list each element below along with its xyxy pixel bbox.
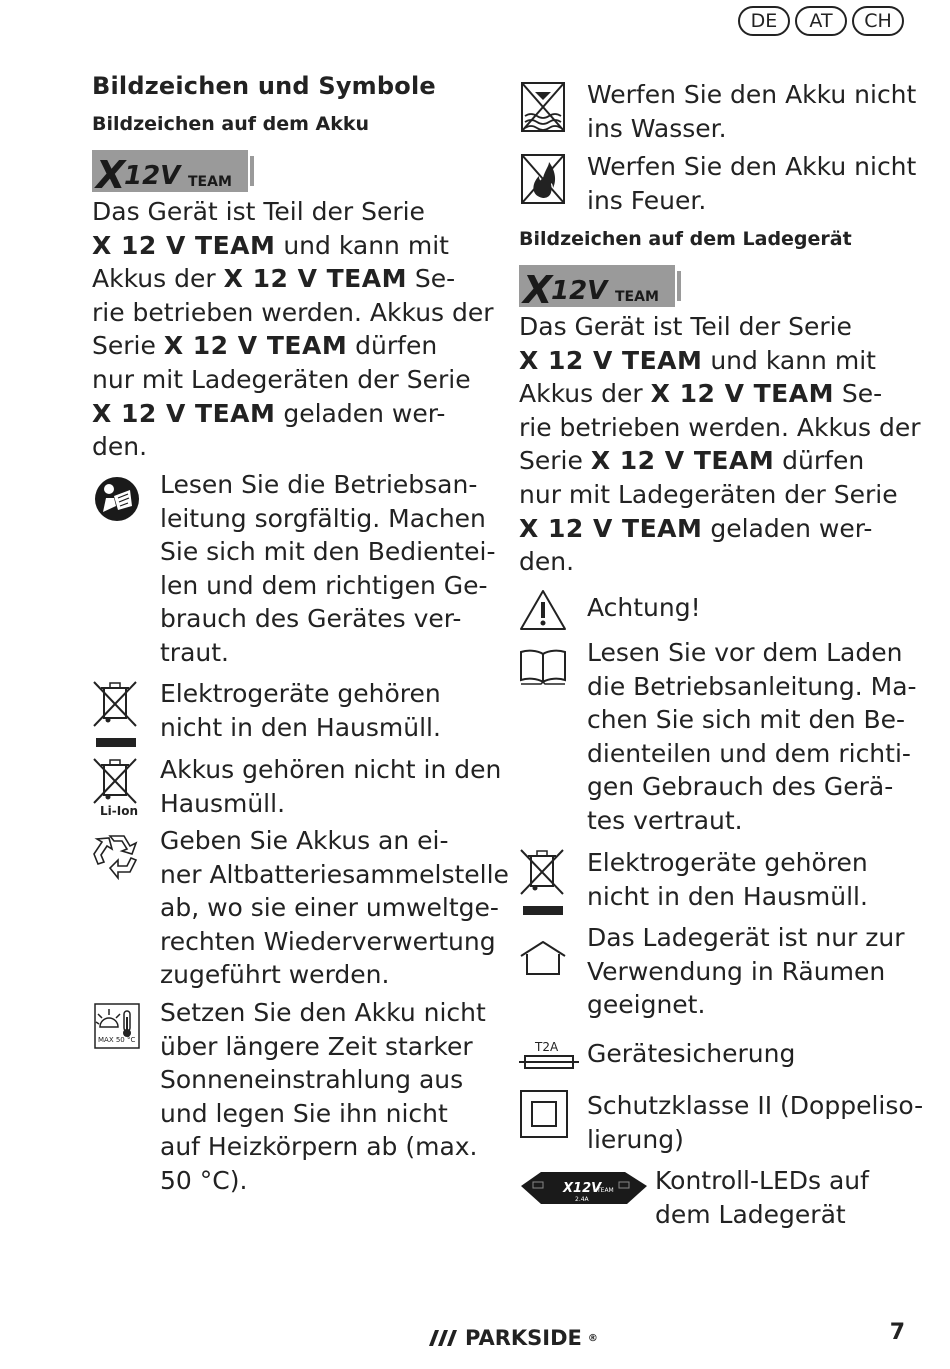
country-badge-de: DE [738, 6, 790, 36]
country-badges [738, 6, 904, 36]
entry-line: Elektrogeräte gehören [160, 679, 441, 708]
entry-line: 50 °C). [160, 1165, 248, 1195]
entry-line: tes vertraut. [587, 805, 743, 835]
entry-line: Kontroll-LEDs auf [655, 1166, 869, 1195]
entry-line: gen Gebrauch des Gerä- [587, 772, 894, 802]
li-ion-label: Li-Ion [100, 804, 138, 818]
no-fire-text [587, 150, 916, 217]
entry-line: ner Altbatteriesammelstelle [160, 859, 509, 889]
sun-heat-text [160, 996, 486, 1198]
indoor-house-icon [519, 940, 567, 976]
entry-line: nicht in den Hausmüll. [587, 881, 868, 911]
country-badge-at: AT [795, 6, 847, 36]
parkside-brand [429, 1326, 598, 1350]
parkside-stripes-icon [429, 1330, 459, 1346]
entry-line: über längere Zeit starker [160, 1031, 473, 1061]
svg-text:X12V: X12V [563, 1181, 602, 1196]
entry-line: Setzen Sie den Akku nicht [160, 998, 486, 1027]
fuse-icon [519, 1040, 579, 1074]
entry-line: traut. [160, 637, 229, 667]
entry-line: Elektrogeräte gehören [587, 848, 868, 877]
brand-name: PARKSIDE [465, 1326, 582, 1350]
recycle-text [160, 824, 509, 992]
svg-text:2.4A: 2.4A [575, 1196, 589, 1203]
x12v-team-logo [92, 150, 250, 194]
entry-line: chen Sie sich mit den Be- [587, 705, 906, 735]
paragraph-line: X 12 V TEAM und kann mit [92, 230, 449, 260]
svg-text:X: X [96, 153, 126, 194]
paragraph-line: Serie X 12 V TEAM dürfen [519, 446, 865, 476]
entry-line: Geben Sie Akkus an ei- [160, 826, 449, 855]
svg-text:X: X [523, 268, 553, 309]
protection-class-2-icon [520, 1090, 568, 1138]
no-water-icon [521, 82, 565, 132]
entry-line: Gerätesicherung [587, 1039, 796, 1068]
battery-subheading: Bildzeichen auf dem Akku [92, 113, 370, 135]
entry-line: geeignet. [587, 990, 706, 1020]
paragraph-line: nur mit Ladegeräten der Serie [92, 364, 471, 394]
entry-line: die Betriebsanleitung. Ma- [587, 671, 917, 701]
crossed-bin-icon [519, 848, 567, 918]
paragraph-line: Akkus der X 12 V TEAM Se- [92, 264, 456, 294]
weee-text [160, 677, 441, 744]
read-manual-icon [94, 476, 140, 522]
weee-text [587, 846, 868, 913]
entry-line: Sonneneinstrahlung aus [160, 1065, 464, 1095]
paragraph-line: den. [92, 432, 148, 462]
entry-line: Werfen Sie den Akku nicht [587, 80, 917, 109]
recycle-icon [92, 830, 142, 880]
svg-text:TEAM: TEAM [188, 174, 232, 190]
entry-line: und legen Sie ihn nicht [160, 1098, 448, 1128]
no-water-text [587, 78, 916, 145]
protection-class-text [587, 1089, 923, 1156]
open-book-icon [519, 648, 567, 686]
paragraph-line: Das Gerät ist Teil der Serie [92, 197, 425, 226]
svg-text:TEAM: TEAM [597, 1187, 614, 1194]
svg-text:12V: 12V [551, 276, 608, 306]
entry-line: lierung) [587, 1124, 684, 1154]
x12v-team-logo [519, 265, 677, 309]
entry-line: Verwendung in Räumen [587, 956, 886, 986]
registered-mark: ® [587, 1332, 598, 1344]
entry-line: ab, wo sie einer umweltge- [160, 893, 499, 923]
svg-text:TEAM: TEAM [615, 289, 659, 305]
entry-line: ins Feuer. [587, 185, 707, 215]
entry-line: nicht in den Hausmüll. [160, 712, 441, 742]
paragraph-line: Akkus der X 12 V TEAM Se- [519, 379, 883, 409]
entry-line: zugeführt werden. [160, 960, 390, 990]
read-manual-text [160, 468, 495, 670]
paragraph-line: X 12 V TEAM geladen wer- [519, 513, 873, 543]
entry-line: leitung sorgfältig. Machen [160, 503, 486, 533]
entry-line: Lesen Sie vor dem Laden [587, 638, 903, 667]
crossed-bin-icon [92, 680, 140, 750]
entry-line: dienteilen und dem richti- [587, 738, 911, 768]
entry-line: brauch des Gerätes ver- [160, 604, 462, 634]
entry-line: auf Heizkörpern ab (max. [160, 1132, 478, 1162]
page-number: 7 [889, 1320, 905, 1345]
paragraph-line: nur mit Ladegeräten der Serie [519, 479, 898, 509]
entry-line: Achtung! [587, 593, 701, 622]
charger-subheading: Bildzeichen auf dem Ladegerät [519, 228, 852, 250]
country-badge-ch: CH [852, 6, 904, 36]
charger-led-text [655, 1164, 869, 1231]
paragraph-line: rie betrieben werden. Akkus der [519, 412, 921, 442]
paragraph-line: Serie X 12 V TEAM dürfen [92, 331, 438, 361]
charger-led-panel-icon [519, 1166, 649, 1208]
entry-line: dem Ladegerät [655, 1199, 846, 1229]
entry-line: Hausmüll. [160, 788, 286, 818]
no-fire-icon [521, 154, 565, 204]
entry-line: len und dem richtigen Ge- [160, 570, 488, 600]
fuse-text [587, 1037, 795, 1071]
paragraph-line: rie betrieben werden. Akkus der [92, 297, 494, 327]
paragraph-line: X 12 V TEAM und kann mit [519, 345, 876, 375]
section-heading: Bildzeichen und Symbole [92, 72, 436, 100]
series-paragraph [519, 310, 921, 579]
series-paragraph [92, 195, 494, 464]
entry-line: Werfen Sie den Akku nicht [587, 152, 917, 181]
svg-text:T2A: T2A [535, 1040, 559, 1054]
warning-text [587, 591, 701, 625]
li-ion-text [160, 753, 501, 820]
paragraph-line: Das Gerät ist Teil der Serie [519, 312, 852, 341]
entry-line: Schutzklasse II (Doppeliso- [587, 1091, 924, 1120]
entry-line: Das Ladegerät ist nur zur [587, 923, 905, 952]
entry-line: Akkus gehören nicht in den [160, 755, 502, 784]
entry-line: ins Wasser. [587, 113, 727, 143]
max-temp-label: MAX 50 °C [98, 1036, 136, 1044]
warning-triangle-icon [519, 588, 567, 632]
indoor-text [587, 921, 905, 1022]
entry-line: Lesen Sie die Betriebsan- [160, 470, 478, 499]
open-book-text [587, 636, 917, 838]
paragraph-line: den. [519, 547, 575, 577]
entry-line: Sie sich mit den Bedientei- [160, 537, 496, 567]
entry-line: rechten Wiederverwertung [160, 926, 496, 956]
paragraph-line: X 12 V TEAM geladen wer- [92, 398, 446, 428]
svg-text:12V: 12V [124, 161, 181, 191]
